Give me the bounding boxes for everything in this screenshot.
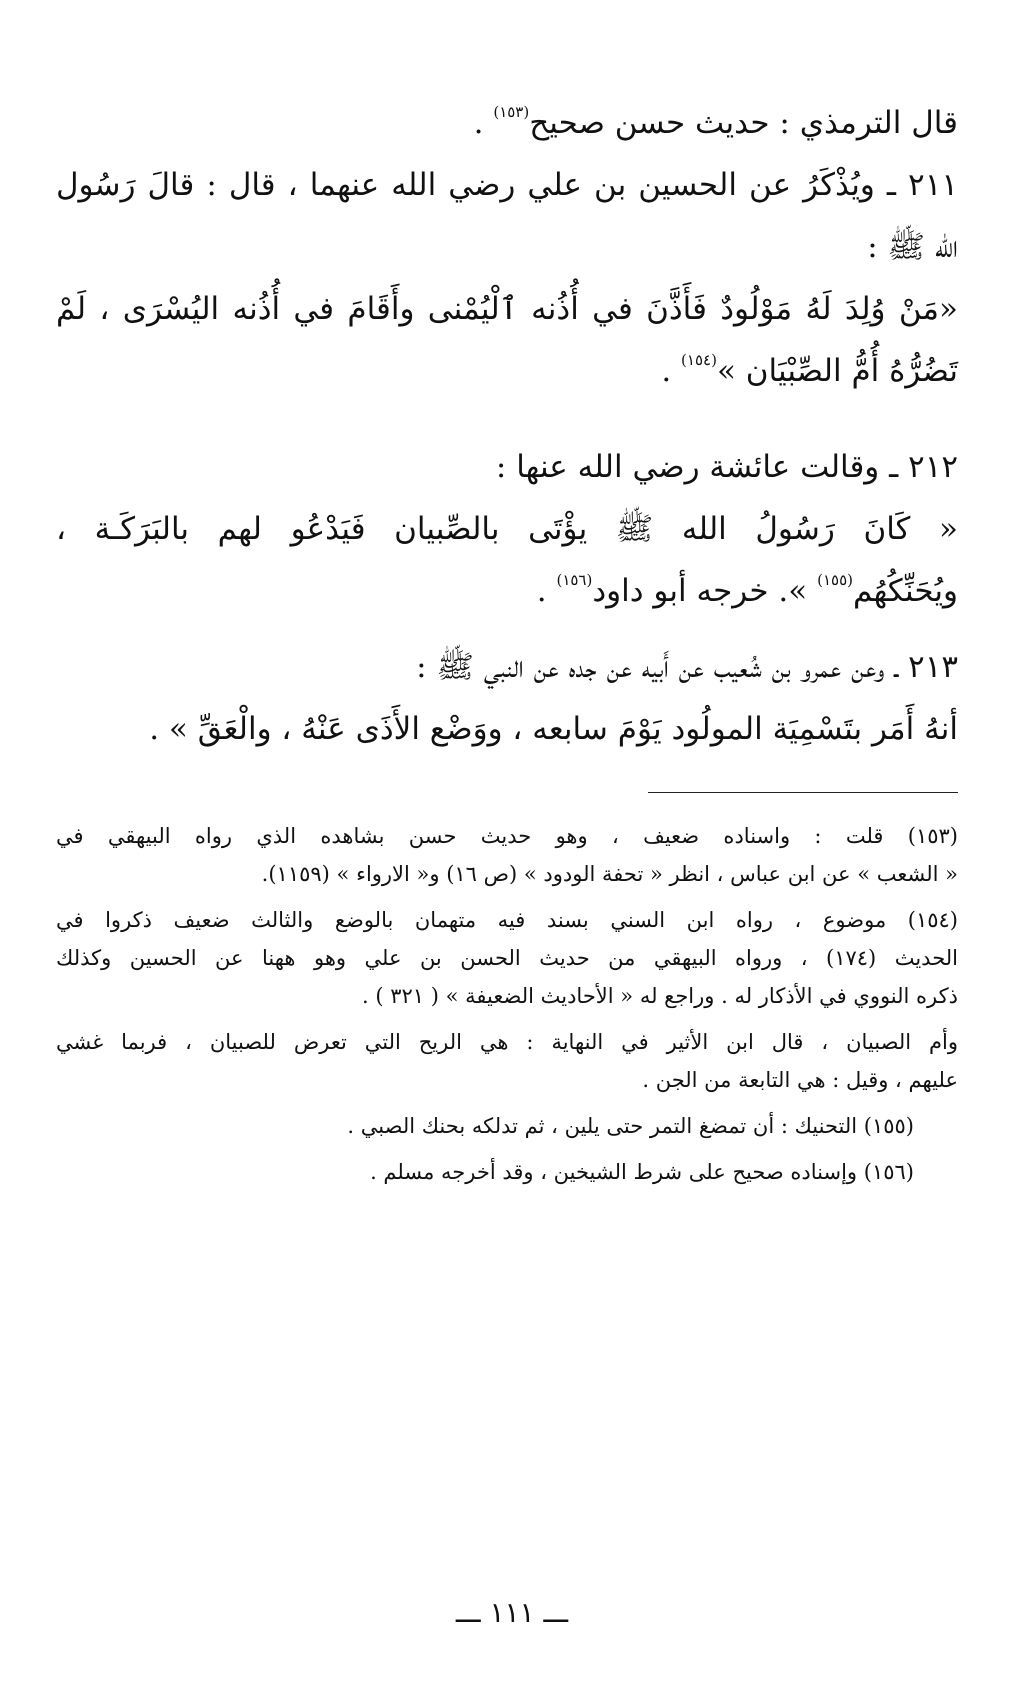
hadith-212-quote-end: ويُحَنِّكُهُم [852, 573, 958, 609]
hadith-212-line-1: ٢١٢ ـ وقالت عائشة رضي الله عنها : [495, 449, 958, 485]
footnote-156 [56, 1153, 958, 1191]
hadith-212-quote-line-2 [56, 560, 958, 622]
footnote-ref-154: (١٥٤) [681, 351, 717, 369]
main-text [56, 92, 958, 760]
footnotes-section [56, 817, 958, 1191]
footnote-155-text: (١٥٥) التحنيك : أن تمضغ التمر حتى يلين ، ثم تدلكه بحنك الصبي . [347, 1114, 914, 1138]
footnote-154-line-1: (١٥٤) موضوع ، رواه ابن السني بسند فيه متهمان بالوضع والثالث ضعيف ذكروا في [56, 908, 958, 932]
spacer [56, 402, 958, 436]
hadith-212-quote-line-1: « كَانَ رَسُولُ الله ﷺ يؤْتَى بالصِّبيان فَيَدْعُو لهم بالبَرَكَـة ، [56, 511, 958, 547]
hadith-211-quote-end: تَضُرُّهُ أُمُّ الصِّبْيَان » [716, 353, 958, 389]
tirmidhi-grading-line [56, 92, 958, 154]
line-end-punct: . [536, 573, 557, 609]
footnote-153-line-2: « الشعب » عن ابن عباس ، انظر « تحفة الودود » (ص ١٦) و« الارواء » (١١٥٩). [261, 862, 958, 886]
footnote-ref-153: (١٥٣) [493, 103, 530, 121]
footnote-separator [648, 792, 958, 793]
hadith-212-source: ». خرجه أبو داود [592, 573, 818, 609]
umm-sibyan-note [56, 1023, 958, 1099]
footnote-154-line-2: الحديث (١٧٤) ، ورواه البيهقي من حديث الحسن بن علي وهو ههنا عن الحسين وكذلك [56, 946, 958, 970]
footnote-153 [56, 817, 958, 893]
footnote-154-line-3: ذكره النووي في الأذكار له . وراجع له « الأحاديث الضعيفة » ( ٣٢١ ) . [362, 984, 958, 1008]
hadith-213-line-2: أنهُ أَمَر بتَسْمِيَة المولُود يَوْمَ سابعه ، ووَضْع الأَذَى عَنْهُ ، والْعَقِّ » . [149, 711, 958, 747]
umm-sibyan-line-2: عليهم ، وقيل : هي التابعة من الجن . [642, 1068, 958, 1092]
hadith-211-line-1: ٢١١ ـ ويُذْكَرُ عن الحسين بن علي رضي الله عنهما ، قال : قالَ رَسُول [56, 167, 958, 203]
footnote-ref-155: (١٥٥) [817, 571, 853, 589]
footnote-ref-156: (١٥٦) [556, 571, 593, 589]
page-number: ـــ ١١١ ـــ [455, 1596, 569, 1629]
footnote-155 [56, 1107, 958, 1145]
hadith-211-line-2: الله ﷺ : [867, 229, 958, 265]
hadith-211-quote-line-2 [56, 340, 958, 402]
umm-sibyan-line-1: وأم الصبيان ، قال ابن الأثير في النهاية : هي الريح التي تعرض للصبيان ، فربما غشي [56, 1030, 958, 1054]
line-end-punct: . [661, 353, 682, 389]
tirmidhi-grading-text: قال الترمذي : حديث حسن صحيح [529, 105, 958, 141]
spacer [56, 622, 958, 636]
hadith-211-quote-line-1: «مَنْ وُلِدَ لَهُ مَوْلُودٌ فَأَذَّنَ في أُذُنه ٱلْيُمْنى وأَقَامَ في أُذُنه اليُسْرَى ، لَمْ [56, 291, 958, 327]
hadith-213-line-1: ٢١٣ ـ وعن عمرو بن شُعيب عن أَبيه عن جده عن النبي ﷺ : [416, 649, 958, 685]
footnote-154 [56, 901, 958, 1015]
line-end-punct: . [473, 105, 494, 141]
footnote-153-line-1: (١٥٣) قلت : واسناده ضعيف ، وهو حديث حسن بشاهده الذي رواه البيهقي في [56, 824, 958, 848]
footnote-156-text: (١٥٦) وإسناده صحيح على شرط الشيخين ، وقد أخرجه مسلم . [370, 1160, 914, 1184]
